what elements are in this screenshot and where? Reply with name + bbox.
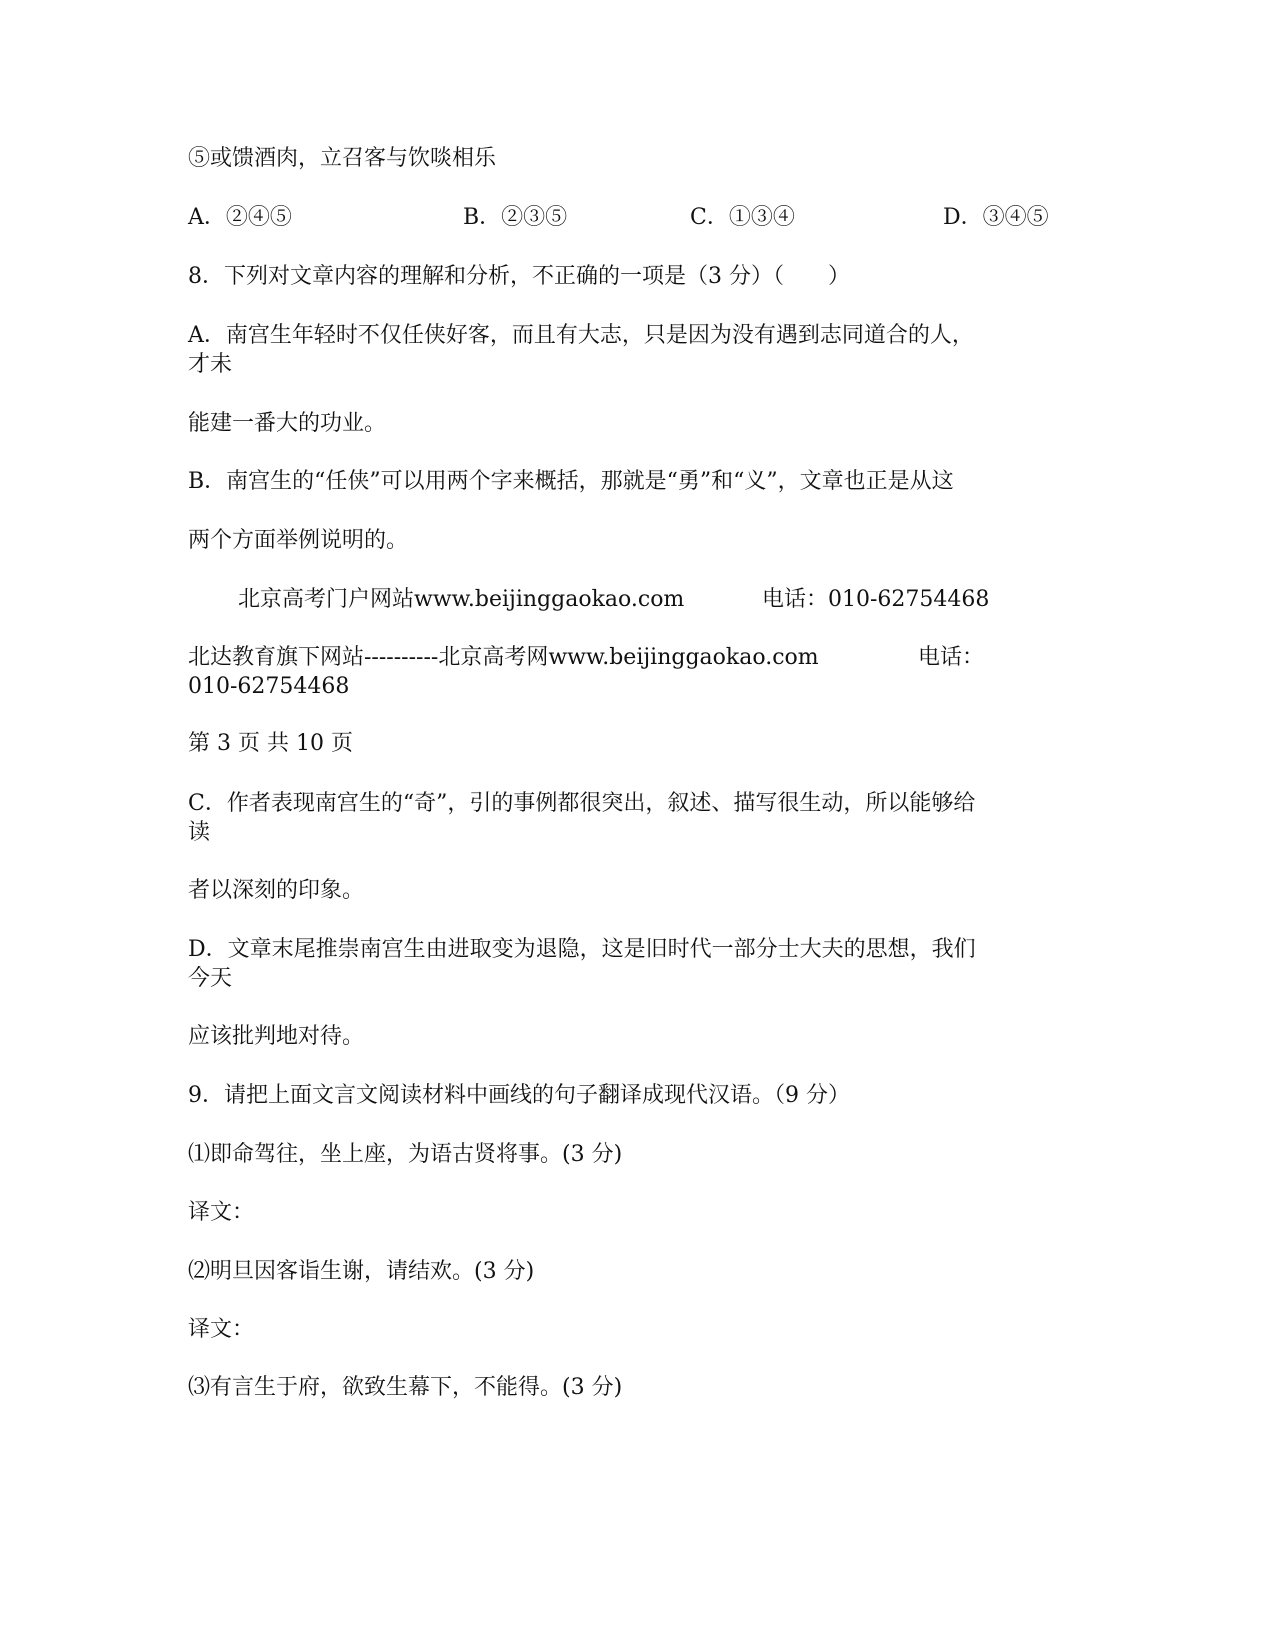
q7-option-a: A．②④⑤ bbox=[188, 205, 292, 230]
q9-sentence-1: ⑴即命驾往，坐上座，为语古贤将事。(3 分) bbox=[188, 1142, 623, 1167]
q9-sentence-2-answer-label: 译文： bbox=[188, 1317, 255, 1342]
footer-brand-phone-number: 010-62754468 bbox=[188, 674, 350, 699]
q8-option-b-line1: B．南宫生的“任侠”可以用两个字来概括，那就是“勇”和“义”，文章也正是从这 bbox=[188, 469, 954, 494]
q8-option-c-line3: 者以深刻的印象。 bbox=[188, 878, 365, 903]
q8-option-d-line3: 应该批判地对待。 bbox=[188, 1024, 365, 1049]
q7-option-d: D．③④⑤ bbox=[943, 205, 1049, 230]
q8-option-a-line3: 能建一番大的功业。 bbox=[188, 411, 387, 436]
q7-option-b: B．②③⑤ bbox=[463, 205, 568, 230]
footer-brand-line: 北达教育旗下网站----------北京高考网www.beijinggaokao.com bbox=[188, 645, 819, 670]
q8-option-c-line1: C．作者表现南宫生的“奇”，引的事例都很突出，叙述、描写很生动，所以能够给 bbox=[188, 791, 976, 816]
q9-sentence-3: ⑶有言生于府，欲致生幕下，不能得。(3 分) bbox=[188, 1375, 623, 1400]
footer-site-line: 北京高考门户网站www.beijinggaokao.com bbox=[238, 587, 685, 612]
q8-option-a-line1: A．南宫生年轻时不仅任侠好客，而且有大志，只是因为没有遇到志同道合的人， bbox=[188, 323, 974, 348]
page-info: 第 3 页 共 10 页 bbox=[188, 731, 353, 756]
q9-sentence-1-answer-label: 译文： bbox=[188, 1200, 255, 1225]
q9-stem: 9．请把上面文言文阅读材料中画线的句子翻译成现代汉语。（9 分） bbox=[188, 1083, 850, 1108]
q8-option-c-line2: 读 bbox=[188, 820, 211, 845]
footer-site-phone: 电话：010-62754468 bbox=[762, 587, 990, 612]
q8-option-d-line1: D．文章末尾推崇南宫生由进取变为退隐，这是旧时代一部分士大夫的思想，我们 bbox=[188, 937, 976, 962]
q8-option-d-line2: 今天 bbox=[188, 966, 233, 991]
q8-stem: 8．下列对文章内容的理解和分析，不正确的一项是（3 分）（ ） bbox=[188, 264, 850, 289]
q8-option-b-line2: 两个方面举例说明的。 bbox=[188, 528, 409, 553]
footer-brand-phone-label: 电话： bbox=[918, 645, 985, 670]
q7-item-5: ⑤或馈酒肉，立召客与饮啖相乐 bbox=[188, 146, 497, 171]
q9-sentence-2: ⑵明旦因客诣生谢，请结欢。(3 分) bbox=[188, 1259, 535, 1284]
q8-option-a-line2: 才未 bbox=[188, 352, 233, 377]
q7-option-c: C．①③④ bbox=[690, 205, 795, 230]
